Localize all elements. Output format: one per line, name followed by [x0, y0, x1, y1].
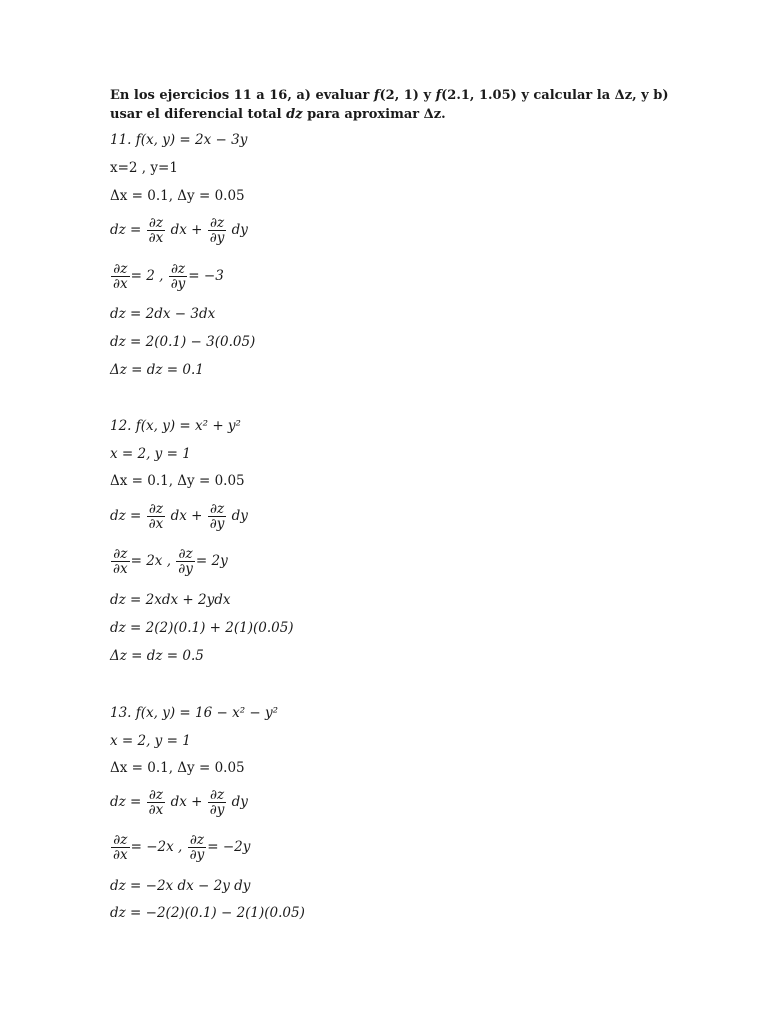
ex12-deltas: Δx = 0.1, Δy = 0.05	[110, 473, 245, 489]
ex13-line2: dz = −2(2)(0.1) − 2(1)(0.05)	[110, 905, 305, 921]
ex12-dz-formula	[110, 502, 248, 531]
partial-z-y-fraction	[169, 262, 188, 291]
ex13-deltas: Δx = 0.1, Δy = 0.05	[110, 760, 245, 776]
dz-plus: dx +	[170, 508, 203, 524]
partial-z-y-fraction	[176, 547, 195, 576]
ex12-partials	[110, 547, 228, 576]
dz-end: dy	[231, 794, 248, 810]
ex13-partials	[110, 833, 250, 862]
pd-end: = −2y	[207, 839, 251, 855]
frac-num: ∂z	[208, 216, 227, 231]
partial-z-x-fraction	[111, 547, 130, 576]
frac-den: ∂y	[209, 230, 225, 246]
frac-den: ∂y	[170, 276, 186, 292]
pd-end: = −3	[188, 268, 224, 284]
frac-den: ∂x	[148, 516, 164, 532]
heading-text-4: para aproximar Δz.	[302, 107, 446, 122]
frac-num: ∂z	[111, 833, 130, 848]
heading-text-3: (2.1, 1.05) y calcular la Δz, y b) usar el diferencial total	[110, 88, 669, 122]
frac-num: ∂z	[208, 788, 227, 803]
exercise-instructions	[110, 86, 670, 124]
ex13-title: 13. f(x, y) = 16 − x² − y²	[110, 705, 279, 721]
frac-den: ∂x	[148, 230, 164, 246]
ex12-point: x = 2, y = 1	[110, 446, 191, 462]
pd-mid: = −2x ,	[130, 839, 183, 855]
frac-den: ∂y	[178, 561, 193, 577]
frac-den: ∂x	[113, 847, 128, 863]
frac-den: ∂x	[148, 802, 164, 818]
heading-text-2: (2, 1) y	[379, 88, 436, 103]
frac-num: ∂z	[147, 216, 166, 231]
ex11-title: 11. f(x, y) = 2x − 3y	[110, 132, 248, 148]
ex11-dz-formula	[110, 216, 248, 245]
partial-z-x-fraction	[111, 833, 130, 862]
ex13-dz-formula	[110, 788, 248, 817]
ex11-line1: dz = 2dx − 3dx	[110, 306, 216, 322]
ex11-point: x=2 , y=1	[110, 160, 178, 176]
ex11-line3: Δz = dz = 0.1	[110, 362, 204, 378]
heading-f-1: f	[373, 88, 380, 103]
ex11-line2: dz = 2(0.1) − 3(0.05)	[110, 334, 256, 350]
ex11-partials	[110, 262, 224, 291]
frac-num: ∂z	[147, 788, 166, 803]
frac-den: ∂y	[209, 516, 225, 532]
ex13-point: x = 2, y = 1	[110, 733, 191, 749]
ex12-line2: dz = 2(2)(0.1) + 2(1)(0.05)	[110, 620, 294, 636]
partial-z-y-fraction	[208, 216, 227, 245]
ex11-deltas: Δx = 0.1, Δy = 0.05	[110, 188, 245, 204]
frac-num: ∂z	[111, 262, 130, 277]
frac-num: ∂z	[111, 547, 130, 562]
dz-end: dy	[231, 508, 248, 524]
frac-num: ∂z	[169, 262, 188, 277]
ex12-line3: Δz = dz = 0.5	[110, 648, 204, 664]
frac-num: ∂z	[188, 833, 207, 848]
ex13-line1: dz = −2x dx − 2y dy	[110, 878, 251, 894]
partial-z-x-fraction	[147, 788, 166, 817]
partial-z-y-fraction	[208, 502, 227, 531]
dz-lhs: dz =	[110, 508, 142, 524]
pd-mid: = 2x ,	[130, 553, 171, 569]
partial-z-x-fraction	[147, 216, 166, 245]
frac-num: ∂z	[208, 502, 227, 517]
ex12-line1: dz = 2xdx + 2ydx	[110, 592, 231, 608]
heading-text-1: En los ejercicios 11 a 16, a) evaluar	[110, 88, 374, 103]
frac-num: ∂z	[176, 547, 195, 562]
frac-den: ∂y	[189, 847, 205, 863]
dz-plus: dx +	[170, 794, 203, 810]
partial-z-x-fraction	[111, 262, 130, 291]
dz-lhs: dz =	[110, 222, 142, 238]
ex12-title: 12. f(x, y) = x² + y²	[110, 418, 241, 434]
pd-end: = 2y	[195, 553, 228, 569]
frac-den: ∂x	[113, 276, 128, 292]
partial-z-y-fraction	[188, 833, 207, 862]
pd-mid: = 2 ,	[130, 268, 164, 284]
partial-z-y-fraction	[208, 788, 227, 817]
frac-den: ∂x	[113, 561, 128, 577]
frac-num: ∂z	[147, 502, 166, 517]
partial-z-x-fraction	[147, 502, 166, 531]
dz-end: dy	[231, 222, 248, 238]
heading-dz: dz	[286, 107, 303, 122]
dz-lhs: dz =	[110, 794, 142, 810]
heading-f-2: f	[435, 88, 442, 103]
frac-den: ∂y	[209, 802, 225, 818]
dz-plus: dx +	[170, 222, 203, 238]
